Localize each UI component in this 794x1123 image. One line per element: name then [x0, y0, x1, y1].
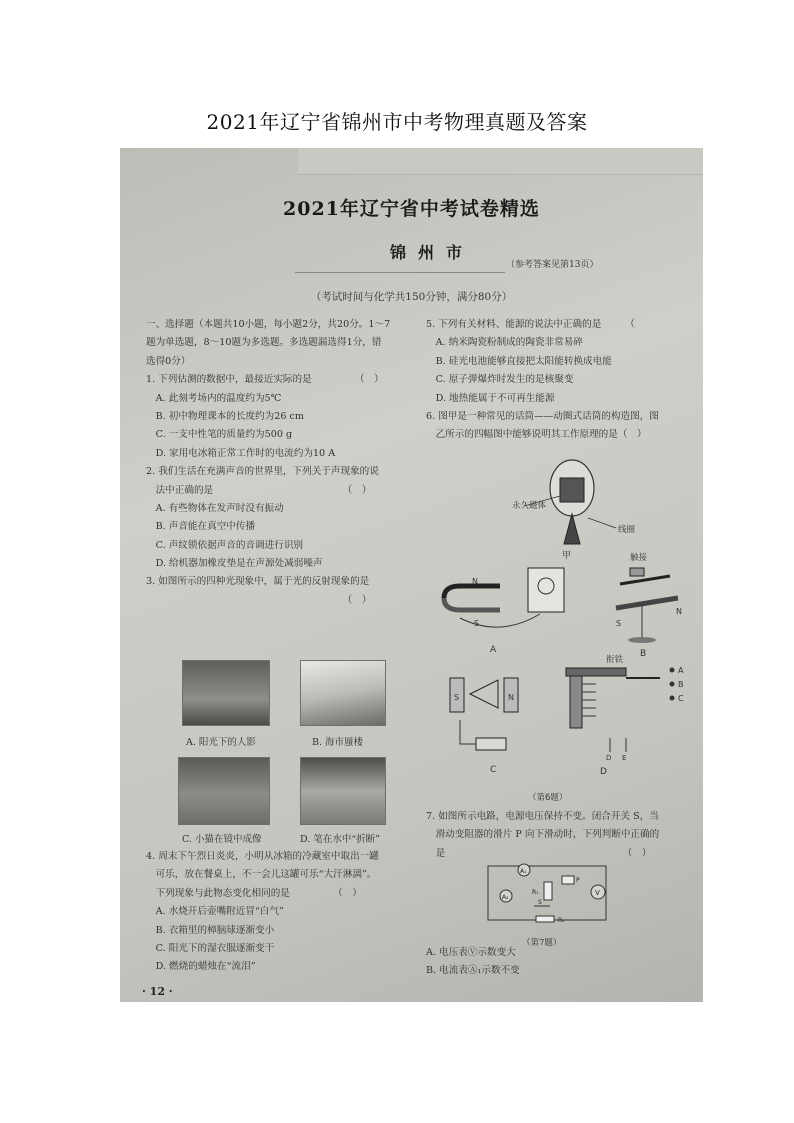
svg-text:E: E [622, 754, 627, 762]
diagram-c [450, 678, 518, 750]
diagram-a [444, 568, 564, 628]
option-line: A. 纳米陶瓷粉制成的陶瓷非常易碎 [426, 337, 583, 349]
question-4: 4. 周末下午烈日炎炎，小明从冰箱的冷藏室中取出一罐 [146, 851, 379, 862]
label-contact: 触接 [630, 553, 648, 563]
option-line: B. 声音能在真空中传播 [146, 521, 256, 533]
text-line: 可乐，放在餐桌上，不一会儿这罐可乐“大汗淋漓”。 [146, 869, 377, 881]
page-number: · 12 · [142, 985, 173, 998]
option-line: B. 初中物理课本的长度约为26 cm [146, 410, 305, 422]
question-7: 7. 如图所示电路，电源电压保持不变。闭合开关 S，当 [426, 811, 659, 822]
svg-text:S: S [474, 619, 480, 628]
q3-caption-d: D. 笔在水中“折断” [300, 834, 381, 845]
label-b: B [640, 649, 647, 659]
question-5: 5. 下列有关材料、能源的说法中正确的是 （ [426, 319, 635, 330]
svg-text:C: C [678, 694, 684, 703]
text-line: 题为单选题，8～10题为多选题。多选题漏选得1分，错 [146, 337, 382, 349]
svg-text:S: S [616, 619, 622, 628]
option-line: A. 有些物体在发声时没有振动 [146, 502, 284, 514]
option-line: C. 阳光下的湿衣服逐渐变干 [146, 942, 275, 954]
folded-paper-edge [298, 148, 703, 175]
svg-text:N: N [472, 577, 478, 586]
option-line: B. 硅光电池能够直接把太阳能转换成电能 [426, 355, 612, 367]
option-line: B. 电流表Ⓐ₁示数不变 [426, 965, 520, 977]
label-magnet: 永久磁体 [512, 501, 547, 511]
text-line: 一、选择题（本题共10小题，每小题2分，共20分。1～7 [146, 319, 391, 330]
q6-figure-caption: （第6题） [528, 793, 568, 803]
svg-text:D: D [606, 754, 612, 762]
svg-text:A₁: A₁ [520, 868, 527, 875]
option-line: C. 原子弹爆炸时发生的是核聚变 [426, 374, 574, 386]
text-line: 是 （ ） [426, 847, 652, 859]
svg-text:P: P [576, 877, 580, 884]
svg-text:V: V [595, 889, 600, 897]
exam-page-photo [120, 148, 703, 1002]
option-line: D. 地热能属于不可再生能源 [426, 392, 555, 404]
option-line: A. 电压表Ⓥ示数变大 [426, 947, 516, 958]
question-2: 2. 我们生活在充满声音的世界里，下列关于声现象的说 [146, 466, 379, 478]
exam-time-note: （考试时间与化学共150分钟，满分80分） [310, 291, 513, 303]
label-d: D [600, 767, 607, 777]
q3-photo-cat-mirror [178, 757, 270, 825]
text-line: 乙所示的四幅图中能够说明其工作原理的是（ ） [426, 429, 647, 441]
option-line: A. 水烧开后壶嘴附近冒“白气” [146, 906, 284, 918]
svg-text:R₁: R₁ [532, 889, 539, 896]
svg-text:R₂: R₂ [558, 917, 565, 924]
question-6: 6. 图甲是一种常见的话筒——动圈式话筒的构造图，图 [426, 410, 659, 422]
label-c: C [490, 765, 497, 775]
left-column-lower [146, 848, 421, 977]
text-line: （ ） [146, 594, 372, 606]
option-line: C. 声纹锁依据声音的音调进行识别 [146, 539, 304, 551]
option-line: D. 给机器加橡皮垫是在声源处减弱噪声 [146, 558, 323, 570]
label-armature: 衔铁 [606, 655, 624, 665]
exam-sheet [120, 148, 703, 1002]
text-line: 选得0分） [146, 355, 191, 367]
right-column-q7 [426, 808, 696, 863]
text-line: 法中正确的是 （ ） [146, 484, 372, 496]
diagram-d [566, 666, 684, 762]
q3-photo-pen-water [300, 757, 386, 825]
svg-text:A: A [678, 666, 684, 675]
q3-photo-shadow [182, 660, 270, 726]
svg-text:N: N [508, 693, 514, 702]
svg-text:B: B [678, 680, 684, 689]
left-column [146, 316, 421, 610]
question-3: 3. 如图所示的四种光现象中，属于光的反射现象的是 [146, 576, 370, 588]
q3-photo-mirage [300, 660, 386, 726]
option-line: C. 一支中性笔的质量约为500 g [146, 429, 293, 441]
svg-text:N: N [676, 607, 682, 616]
option-line: D. 家用电冰箱正常工作时的电流约为10 A [146, 447, 336, 459]
q3-caption-c: C. 小猫在镜中成像 [182, 834, 262, 845]
q7-circuit [480, 860, 620, 928]
diagram-b [616, 568, 682, 643]
document-title: 2021年辽宁省锦州市中考物理真题及答案 [206, 110, 588, 134]
title-rule [295, 272, 505, 273]
label-coil: 线圈 [618, 525, 636, 535]
label-a: A [490, 645, 497, 655]
sheet-city: 锦州市 [390, 243, 475, 262]
svg-text:S: S [454, 693, 460, 702]
text-line: 滑动变阻器的滑片 P 向下滑动时，下列判断中正确的 [426, 829, 660, 841]
answer-reference: （参考答案见第13页） [506, 260, 599, 270]
option-line: B. 衣箱里的樟脑球逐渐变小 [146, 924, 275, 936]
right-column [426, 316, 696, 445]
q6-figure [420, 448, 700, 828]
option-line: A. 此刻考场内的温度约为5℃ [146, 392, 282, 404]
svg-text:A₂: A₂ [502, 894, 509, 901]
option-line: D. 燃烧的蜡烛在“流泪” [146, 961, 256, 973]
label-fig-jia: 甲 [562, 551, 572, 561]
q3-caption-b: B. 海市蜃楼 [312, 737, 364, 748]
q7-figure-caption: （第7题） [522, 938, 562, 948]
text-line: 下列现象与此物态变化相同的是 （ ） [146, 887, 362, 899]
q7-options [426, 944, 696, 981]
sheet-title: 2021年辽宁省中考试卷精选 [283, 198, 540, 220]
svg-text:S: S [538, 899, 542, 906]
q3-caption-a: A. 阳光下的人影 [186, 737, 256, 748]
question-1: 1. 下列估测的数据中，最接近实际的是 （ ） [146, 374, 384, 386]
